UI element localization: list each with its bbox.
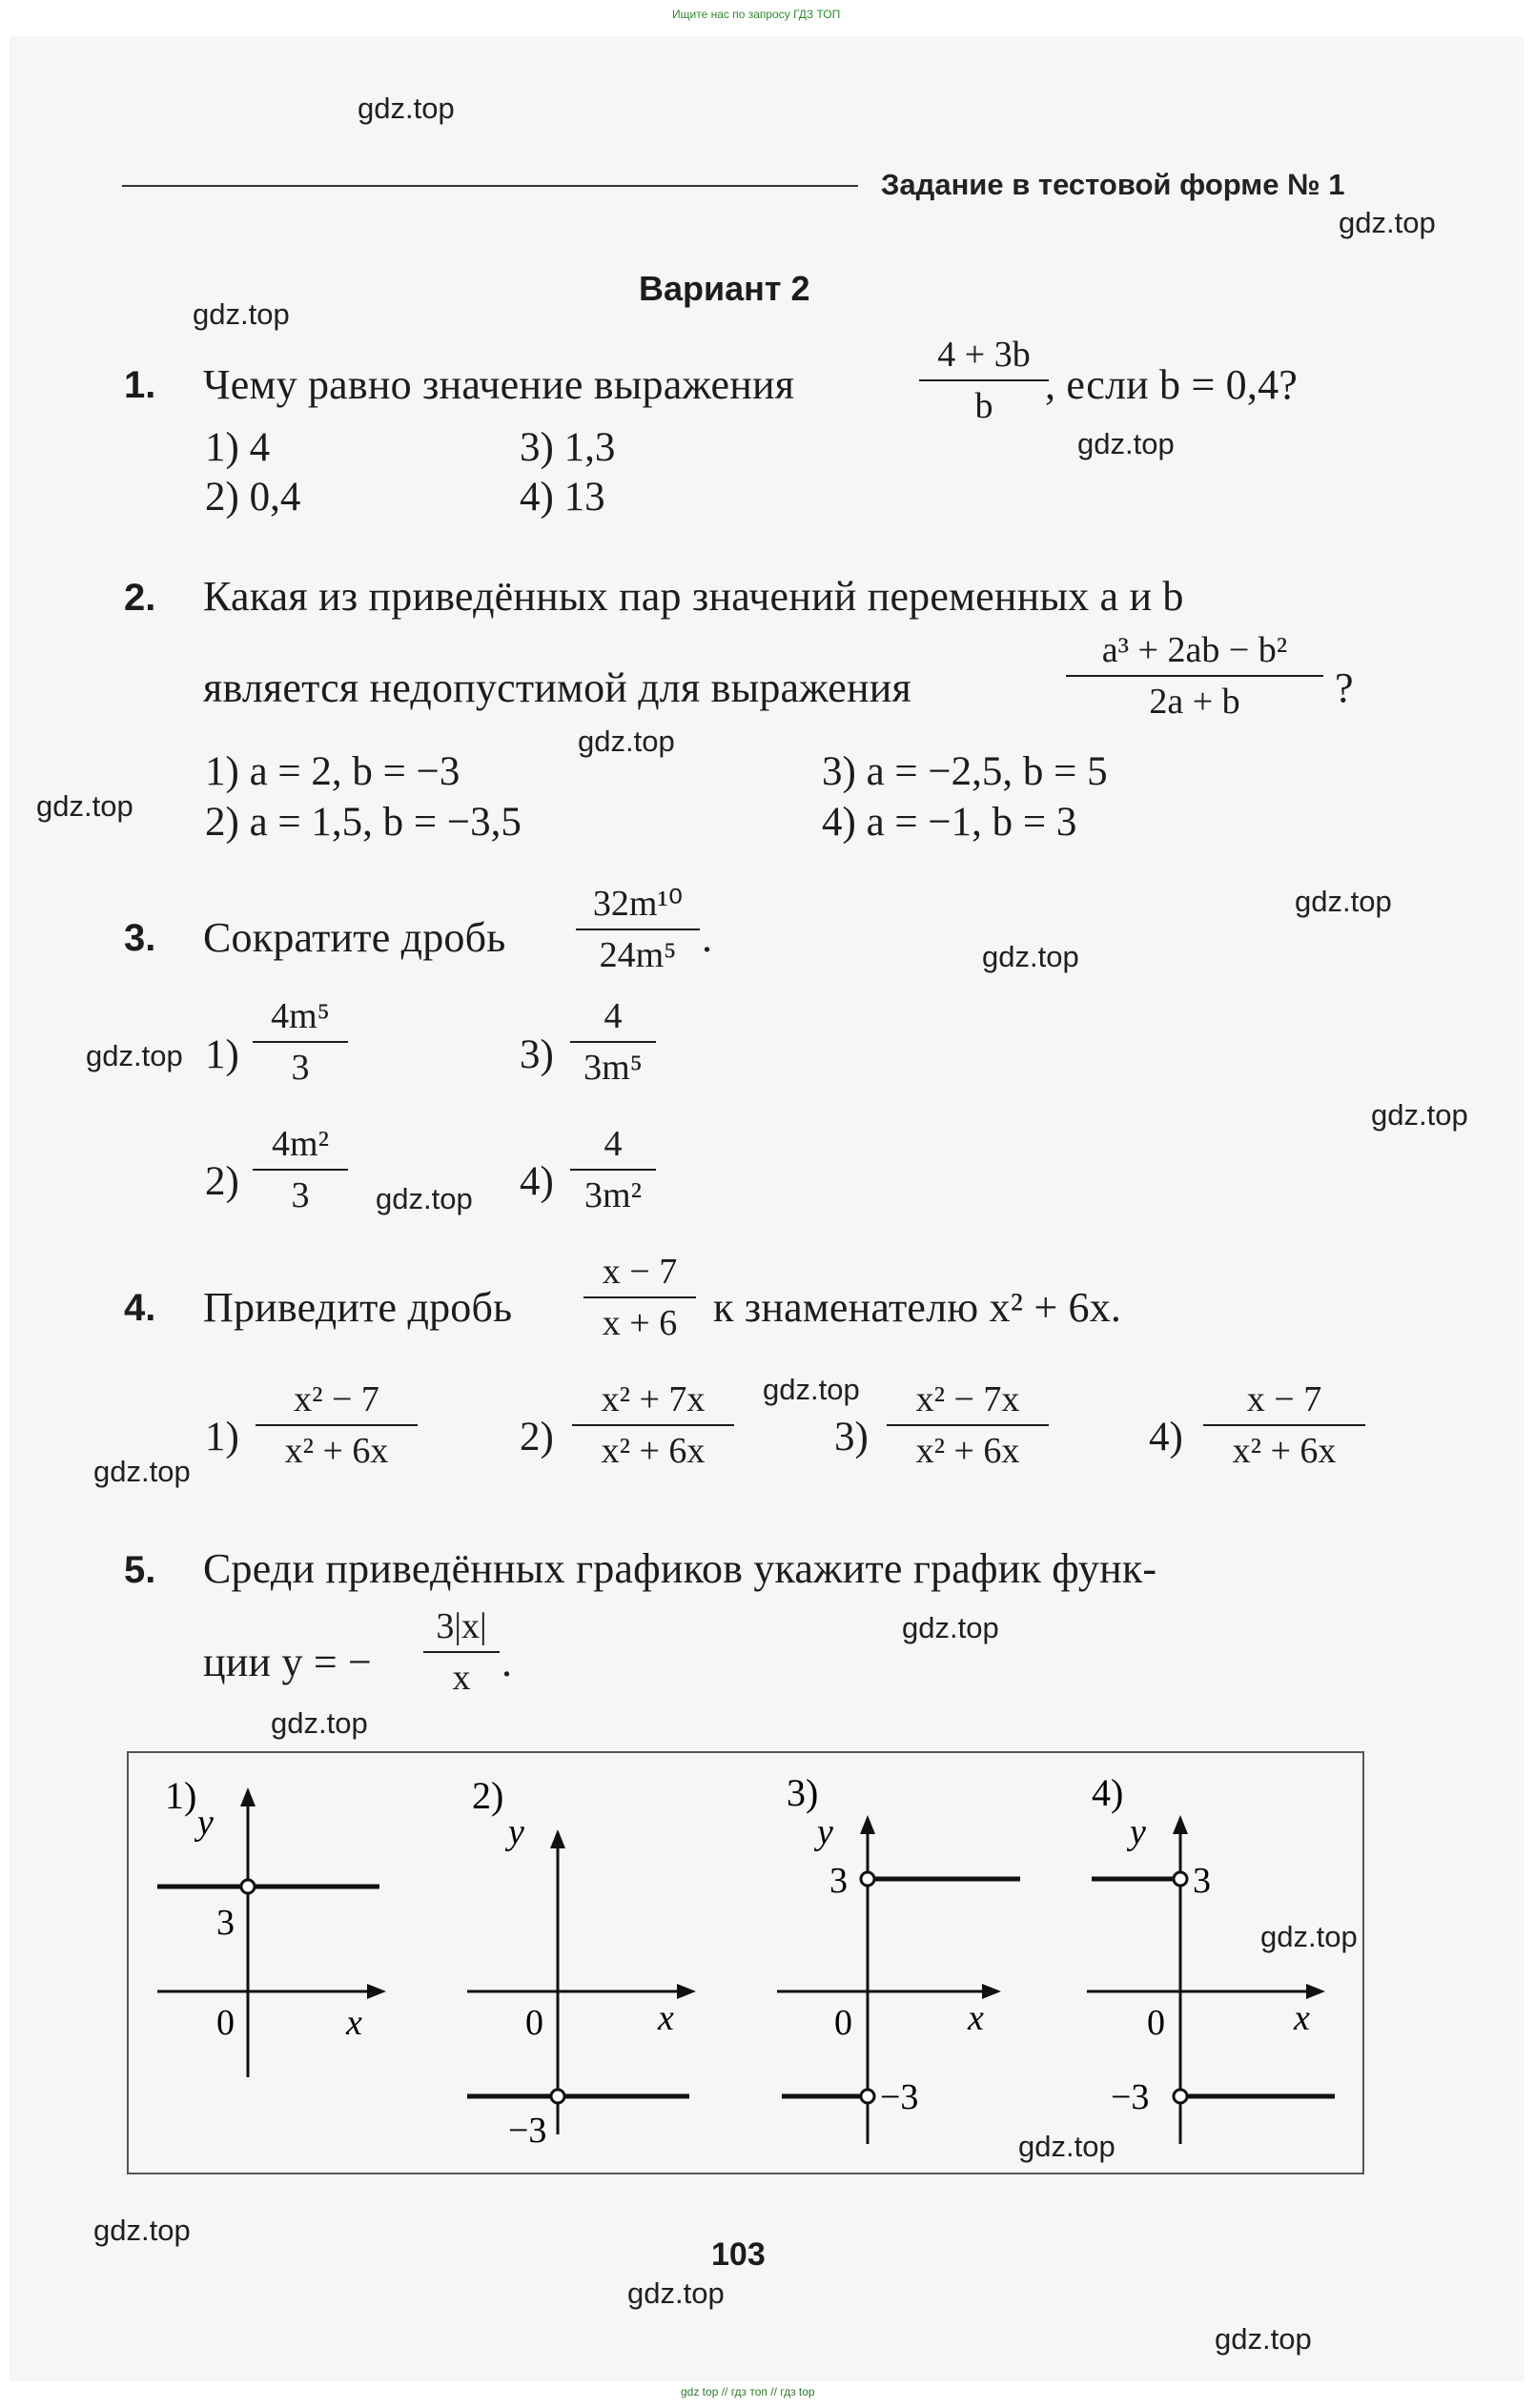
watermark: gdz.top: [1339, 206, 1436, 239]
q2-line1: Какая из приведённых пар значений переменных a и b: [203, 573, 1184, 620]
graph-4[interactable]: [1087, 1771, 1335, 2144]
graph-3-value-bottom: −3: [880, 2077, 919, 2117]
q1-number: 1.: [124, 364, 156, 406]
graph-1-axis-x: x: [346, 2003, 362, 2043]
q1-text: Чему равно значение выражения: [203, 361, 795, 408]
q3-option-3-label[interactable]: 3): [520, 1032, 554, 1077]
q2-option-4[interactable]: 4) a = −1, b = 3: [822, 800, 1077, 845]
q3-option-4-fraction[interactable]: 4 3m²: [570, 1123, 656, 1216]
watermark: gdz.top: [1371, 1098, 1468, 1132]
q5-line2: ции y = −: [203, 1639, 373, 1685]
header-title: Задание в тестовой форме № 1: [881, 168, 1345, 201]
q1-tail: , если b = 0,4?: [1045, 361, 1299, 408]
graph-4-axis-x: x: [1294, 1998, 1310, 2038]
q3-option-4-label[interactable]: 4): [520, 1159, 554, 1204]
q1-option-2[interactable]: 2) 0,4: [205, 475, 301, 520]
graph-4-value-top: 3: [1193, 1861, 1211, 1901]
q3-number: 3.: [124, 917, 156, 959]
q4-option-3-fraction[interactable]: x² − 7x x² + 6x: [887, 1378, 1049, 1472]
q3-option-1-fraction[interactable]: 4m⁵ 3: [253, 995, 348, 1089]
graph-1-value: 3: [216, 1903, 235, 1943]
graph-3-hole-top: [861, 1872, 874, 1886]
q4-option-2-fraction[interactable]: x² + 7x x² + 6x: [572, 1378, 734, 1472]
graph-4-axis-y: y: [1130, 1812, 1146, 1852]
q5-line1: Среди приведённых графиков укажите график функ-: [203, 1545, 1157, 1592]
q3-text: Сократите дробь: [203, 914, 506, 961]
watermark: gdz.top: [763, 1373, 860, 1406]
watermark: gdz.top: [1077, 427, 1175, 460]
graph-3-value-top: 3: [829, 1861, 848, 1901]
q2-option-2[interactable]: 2) a = 1,5, b = −3,5: [205, 800, 522, 845]
q3-option-2-label[interactable]: 2): [205, 1159, 239, 1204]
graph-2[interactable]: [467, 1774, 696, 2151]
q2-option-3[interactable]: 3) a = −2,5, b = 5: [822, 749, 1108, 794]
graph-4-hole-top: [1174, 1872, 1187, 1886]
graph-3-axis-y: y: [817, 1812, 833, 1852]
graph-2-origin: 0: [525, 2003, 543, 2043]
q4-option-1-fraction[interactable]: x² − 7 x² + 6x: [256, 1378, 418, 1472]
graph-1-label: 1): [165, 1774, 197, 1817]
q3-tail: .: [702, 914, 713, 961]
graph-3-origin: 0: [834, 2003, 852, 2043]
graphs-frame: [127, 1751, 1364, 2174]
q3-fraction: 32m¹⁰ 24m⁵: [576, 883, 700, 976]
q5-tail: .: [501, 1639, 513, 1685]
watermark: gdz.top: [93, 1455, 191, 1488]
watermark: gdz.top: [578, 724, 675, 758]
q2-number: 2.: [124, 577, 156, 619]
q2-tail: ?: [1335, 664, 1354, 711]
q2-line2: является недопустимой для выражения: [203, 664, 911, 711]
top-link[interactable]: Ищите нас по запросу ГДЗ ТОП: [672, 8, 841, 21]
graph-4-origin: 0: [1147, 2003, 1165, 2043]
q3-option-3-fraction[interactable]: 4 3m⁵: [570, 995, 656, 1089]
graph-2-axis-y: y: [508, 1812, 524, 1852]
graph-1-origin: 0: [216, 2003, 235, 2043]
q4-option-1-label[interactable]: 1): [205, 1415, 239, 1459]
q1-option-4[interactable]: 4) 13: [520, 475, 605, 520]
q4-tail: к знаменателю x² + 6x.: [713, 1284, 1122, 1331]
q5-fraction: 3|x| x: [423, 1605, 500, 1699]
watermark: gdz.top: [376, 1182, 473, 1215]
graphs-svg: [129, 1753, 1362, 2173]
q4-number: 4.: [124, 1287, 156, 1329]
q5-number: 5.: [124, 1549, 156, 1591]
page-number: 103: [711, 2236, 766, 2273]
watermark: gdz.top: [1295, 885, 1392, 918]
q1-option-3[interactable]: 3) 1,3: [520, 425, 616, 470]
q4-fraction: x − 7 x + 6: [583, 1251, 696, 1344]
watermark: gdz.top: [358, 92, 455, 125]
q4-option-4-fraction[interactable]: x − 7 x² + 6x: [1203, 1378, 1365, 1472]
graph-4-label: 4): [1092, 1771, 1124, 1814]
q4-option-2-label[interactable]: 2): [520, 1415, 554, 1459]
graph-3[interactable]: [777, 1771, 1020, 2144]
graph-3-axis-x: x: [968, 1998, 984, 2038]
q4-option-3-label[interactable]: 3): [834, 1415, 869, 1459]
graph-4-value-bottom: −3: [1111, 2077, 1150, 2117]
q4-option-4-label[interactable]: 4): [1149, 1415, 1183, 1459]
q1-fraction: 4 + 3b b: [919, 334, 1049, 427]
watermark: gdz.top: [36, 789, 133, 823]
watermark: gdz.top: [1260, 1920, 1358, 1953]
q3-option-2-fraction[interactable]: 4m² 3: [253, 1123, 348, 1216]
q4-text: Приведите дробь: [203, 1284, 513, 1331]
watermark: gdz.top: [1018, 2130, 1115, 2163]
watermark: gdz.top: [902, 1611, 999, 1644]
graph-1-hole: [241, 1880, 255, 1893]
graph-3-label: 3): [787, 1771, 819, 1814]
graph-2-label: 2): [472, 1774, 504, 1817]
watermark: gdz.top: [982, 940, 1079, 973]
q2-option-1[interactable]: 1) a = 2, b = −3: [205, 749, 460, 794]
graph-3-hole-bottom: [861, 2090, 874, 2103]
q2-fraction: a³ + 2ab − b² 2a + b: [1066, 629, 1323, 723]
graph-2-axis-x: x: [658, 1998, 674, 2038]
graph-2-value: −3: [508, 2111, 547, 2151]
graph-4-hole-bottom: [1174, 2090, 1187, 2103]
watermark: gdz.top: [86, 1039, 183, 1072]
watermark: gdz.top: [193, 297, 290, 331]
graph-1[interactable]: [157, 1774, 386, 2077]
graph-1-axis-y: y: [197, 1803, 214, 1843]
watermark: gdz.top: [1215, 2322, 1312, 2356]
watermark: gdz.top: [93, 2214, 191, 2247]
q1-option-1[interactable]: 1) 4: [205, 425, 271, 470]
header-rule: [122, 185, 858, 187]
q3-option-1-label[interactable]: 1): [205, 1032, 239, 1077]
watermark: gdz.top: [627, 2276, 725, 2310]
variant-title: Вариант 2: [639, 269, 810, 308]
watermark: gdz.top: [271, 1706, 368, 1740]
footer-link[interactable]: gdz top // гдз топ // гдз top: [681, 2385, 815, 2398]
graph-2-hole: [551, 2090, 564, 2103]
